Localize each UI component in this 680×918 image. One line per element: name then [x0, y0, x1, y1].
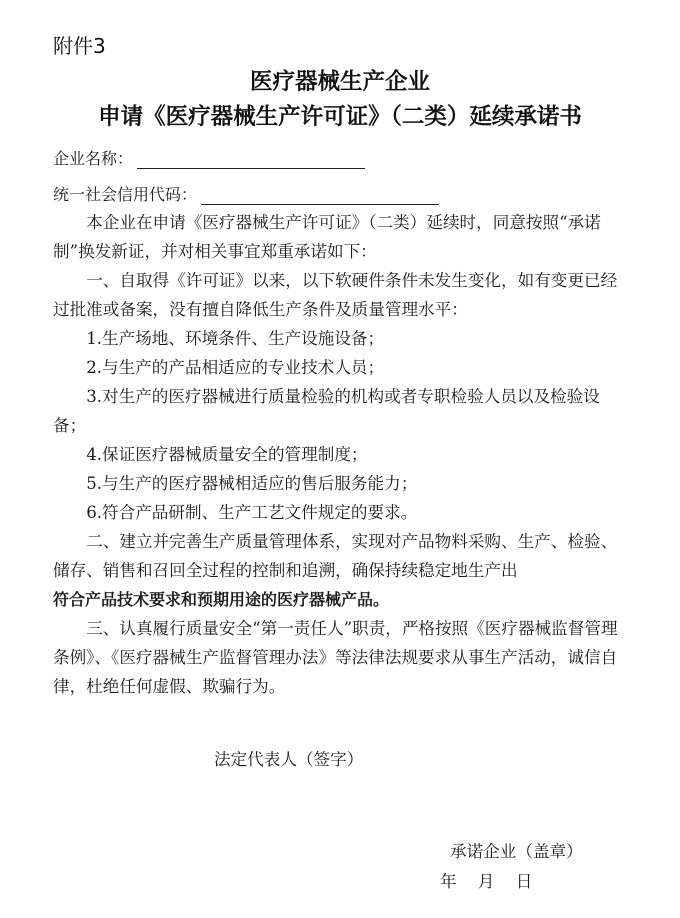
condition-item-6: 6.符合产品研制、生产工艺文件规定的要求。	[86, 503, 418, 522]
credit-code-label: 统一社会信用代码：	[53, 185, 198, 204]
condition-item-2: 2.与生产的产品相适应的专业技术人员；	[86, 358, 385, 377]
sign-date	[440, 868, 548, 892]
date-day: 日	[515, 872, 533, 891]
commitment-two-continued: 符合产品技术要求和预期用途的医疗器械产品。	[53, 590, 390, 609]
credit-code-blank	[201, 186, 439, 205]
date-month: 月	[477, 872, 495, 891]
condition-item-1: 1.生产场地、环境条件、生产设施设备；	[86, 329, 385, 348]
commitment-three: 三、认真履行质量安全“第一责任人”职责，严格按照《医疗器械监督管理条例》、《医疗器械生产监督管理办法》等法律法规要求从事生产活动，诚信自律，杜绝任何虚假、欺骗行为。	[53, 619, 618, 696]
credit-code-field	[53, 182, 439, 205]
condition-item-5: 5.与生产的医疗器械相适应的售后服务能力；	[86, 474, 418, 493]
company-name-label: 企业名称：	[53, 149, 134, 168]
condition-item-4: 4.保证医疗器械质量安全的管理制度；	[86, 445, 368, 464]
company-seal: 承诺企业（盖章）	[450, 842, 583, 861]
document-title-line1: 医疗器械生产企业	[249, 69, 430, 95]
attachment-label: 附件3	[53, 34, 106, 58]
commitment-one: 一、自取得《许可证》以来，以下软硬件条件未发生变化，如有变更已经过批准或备案，没有擅自降低生产条件及质量管理水平：	[53, 271, 618, 319]
legal-rep-signature: 法定代表人（签字）	[214, 750, 364, 769]
commitment-body	[53, 208, 623, 701]
intro-paragraph: 本企业在申请《医疗器械生产许可证》（二类）延续时，同意按照“承诺制”换发新证，并对相关事宜郑重承诺如下：	[53, 213, 601, 261]
condition-item-3: 3.对生产的医疗器械进行质量检验的机构或者专职检验人员以及检验设备；	[53, 387, 600, 435]
company-name-field	[53, 146, 365, 169]
commitment-two: 二、建立并完善生产质量管理体系，实现对产品物料采购、生产、检验、储存、销售和召回全过程的控制和追溯，确保持续稳定地生产出	[53, 532, 618, 580]
document-title-line2: 申请《医疗器械生产许可证》（二类）延续承诺书	[98, 104, 582, 130]
date-year: 年	[440, 872, 457, 891]
company-name-blank	[137, 150, 365, 169]
